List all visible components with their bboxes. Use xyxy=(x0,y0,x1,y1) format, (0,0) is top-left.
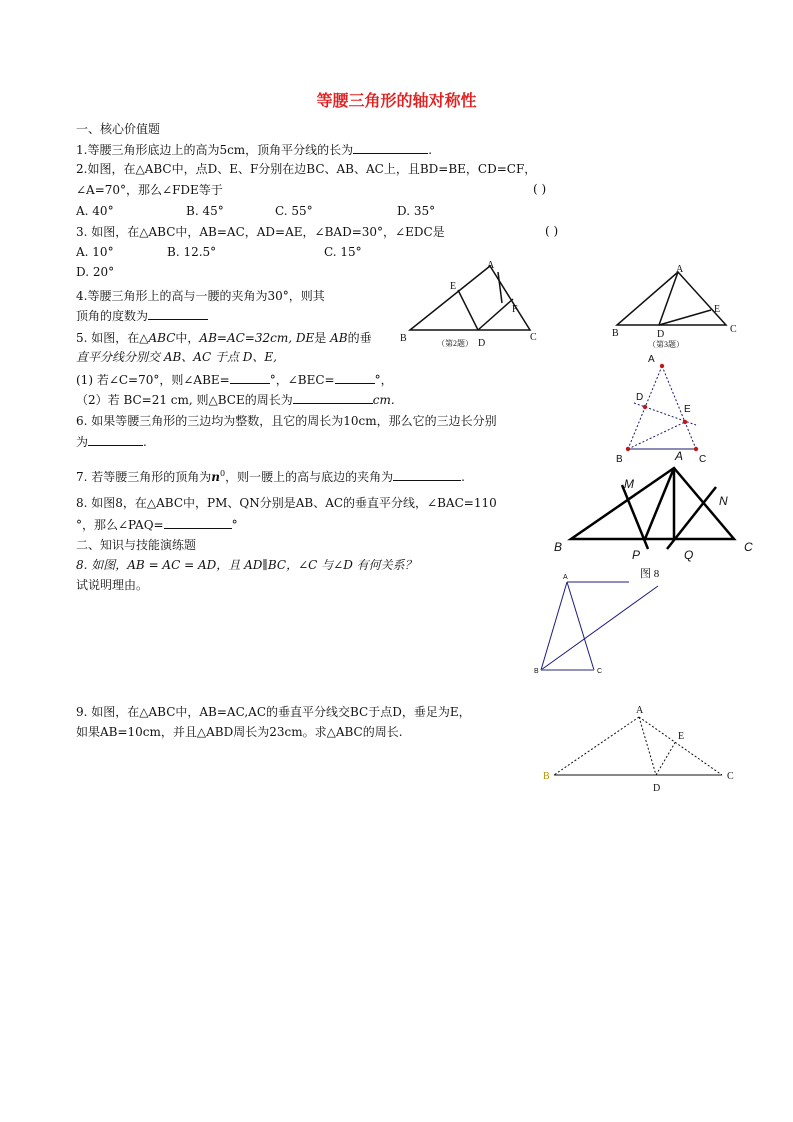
q4-line1: 4.等腰三角形上的高与一腰的夹角为30°，则其 xyxy=(76,289,325,303)
q1-end: . xyxy=(428,143,433,157)
q2-option-d[interactable]: D. 35° xyxy=(397,204,436,218)
fig2-label-b: B xyxy=(400,333,407,344)
fig2-label-c: C xyxy=(530,332,537,343)
q7-text: 0 xyxy=(220,469,226,478)
q7-text: ，则一腰上的高与底边的夹角为 xyxy=(225,470,394,484)
q7-text: . xyxy=(461,470,465,484)
q2-option-c[interactable]: C. 55° xyxy=(275,204,313,218)
fig2-label-e: E xyxy=(450,281,457,292)
q5-text: （2）若 BC=21 cm, 则△BCE的周长为 xyxy=(76,393,293,407)
q6-text: . xyxy=(143,435,147,449)
q3-line1: 3. 如图，在△ABC中，AB=AC，AD=AE，∠BAD=30°，∠EDC是 xyxy=(76,225,445,239)
fig5-label-c: C xyxy=(699,454,707,465)
figq9-label-b: B xyxy=(543,771,550,782)
q2-option-b[interactable]: B. 45° xyxy=(186,204,224,218)
q5-text: (1) 若∠C=70°，则∠ABE= xyxy=(76,373,230,387)
q5-text: °， xyxy=(374,373,393,387)
fig8-label-a: A xyxy=(675,449,684,463)
q3-option-d[interactable]: D. 20° xyxy=(76,265,115,279)
q6-line1: 6. 如果等腰三角形的三边均为整数，且它的周长为10cm，那么它的三边长分别 xyxy=(76,414,497,428)
section-heading: 二、知识与技能演练题 xyxy=(76,538,197,552)
page-title: 等腰三角形的轴对称性 xyxy=(316,91,477,110)
fig3-label-d: D xyxy=(657,329,665,340)
q5-text: 5. 如图，在△ xyxy=(76,331,149,345)
fig5-label-d: D xyxy=(636,392,644,403)
figq9-label-d: D xyxy=(653,783,661,794)
q2-line2: ∠A=70°，那么∠FDE等于 xyxy=(76,183,223,197)
q8-line1: 8. 如图8，在△ABC中，PM、QN分别是AB、AC的垂直平分线，∠BAC=110 xyxy=(76,496,497,510)
q8-text: ° xyxy=(231,518,238,532)
fig8-label-c: C xyxy=(744,540,753,554)
q4-text: 顶角的度数为 xyxy=(76,309,149,323)
q2-option-a[interactable]: A. 40° xyxy=(76,204,114,218)
figure-q8b xyxy=(541,582,658,670)
q6-text: 为 xyxy=(76,435,89,449)
q5-text: cm. xyxy=(372,393,395,407)
q7-text: n xyxy=(211,470,220,484)
q9-line2: 如果AB=10cm，并且△ABD周长为23cm。求△ABC的周长. xyxy=(76,725,403,739)
q5-text: 的垂 xyxy=(347,331,372,345)
q5-line2: 直平分线分别交 AB、AC 于点 D、E, xyxy=(76,350,277,364)
fig5-label-b: B xyxy=(616,454,623,465)
fig5-label-e: E xyxy=(684,404,691,415)
q9-line1: 9. 如图，在△ABC中，AB=AC,AC的垂直平分线交BC于点D，垂足为E， xyxy=(76,705,471,719)
fig8-label-b: B xyxy=(554,540,563,554)
fig3-label-a: A xyxy=(676,264,684,275)
fig8-label-n: N xyxy=(719,494,728,508)
q8b-line1: 8. 如图，AB = AC = AD，且 AD∥BC，∠C 与∠D 有何关系？ xyxy=(76,558,417,572)
fig8-label-m: M xyxy=(624,477,634,491)
figq9-label-e: E xyxy=(678,731,685,742)
fig5-label-a: A xyxy=(648,354,655,365)
fig3-label-e: E xyxy=(714,304,721,315)
q8-text: °，那么∠PAQ= xyxy=(76,518,164,532)
fig2-caption: （第2题） xyxy=(437,339,473,348)
figq8-label-c: C xyxy=(597,668,603,675)
figq9-label-c: C xyxy=(727,771,734,782)
figq9-label-a: A xyxy=(636,705,644,716)
section-heading: 一、核心价值题 xyxy=(76,122,161,136)
q2-line1: 2.如图，在△ABC中，点D、E、F分别在边BC、AB、AC上，且BD=BE，CD=CF， xyxy=(76,162,537,176)
fig3-label-c: C xyxy=(730,324,737,335)
fig8-label-q: Q xyxy=(684,548,694,562)
q5-text: °，∠BEC= xyxy=(269,373,335,387)
q7-text: 7. 若等腰三角形的顶角为 xyxy=(76,470,212,484)
q1-text: 1.等腰三角形底边上的高为5cm，顶角平分线的长为 xyxy=(76,143,354,157)
figure-q9 xyxy=(554,717,722,775)
q8b-line2: 试说明理由。 xyxy=(76,578,149,592)
fig2-label-d: D xyxy=(478,338,486,349)
q3-option-b[interactable]: B. 12.5° xyxy=(167,245,217,259)
q5-text: 是 xyxy=(314,331,327,345)
figure-q3 xyxy=(617,272,726,325)
q5-text: AB xyxy=(330,331,348,345)
figure-8 xyxy=(571,468,734,549)
q3-option-a[interactable]: A. 10° xyxy=(76,245,114,259)
fig3-label-b: B xyxy=(612,328,619,339)
figq8-label-b: B xyxy=(534,668,539,675)
figq8-label-a: A xyxy=(563,574,568,581)
q5-text: 中， xyxy=(175,331,200,345)
fig8-label-p: P xyxy=(632,548,641,562)
fig3-caption: （第3题） xyxy=(648,340,684,349)
figure-q2 xyxy=(410,266,530,330)
fig2-label-a: A xyxy=(487,260,495,271)
q2-answer-paren[interactable]: ( ) xyxy=(533,182,547,196)
q5-text: ABC xyxy=(148,331,176,345)
fig8-caption: 图 8 xyxy=(640,568,660,580)
q3-answer-paren[interactable]: ( ) xyxy=(545,224,559,238)
q5-text: AB=AC=32cm, DE xyxy=(199,331,315,345)
fig2-label-f: F xyxy=(512,304,518,315)
q3-option-c[interactable]: C. 15° xyxy=(324,245,362,259)
